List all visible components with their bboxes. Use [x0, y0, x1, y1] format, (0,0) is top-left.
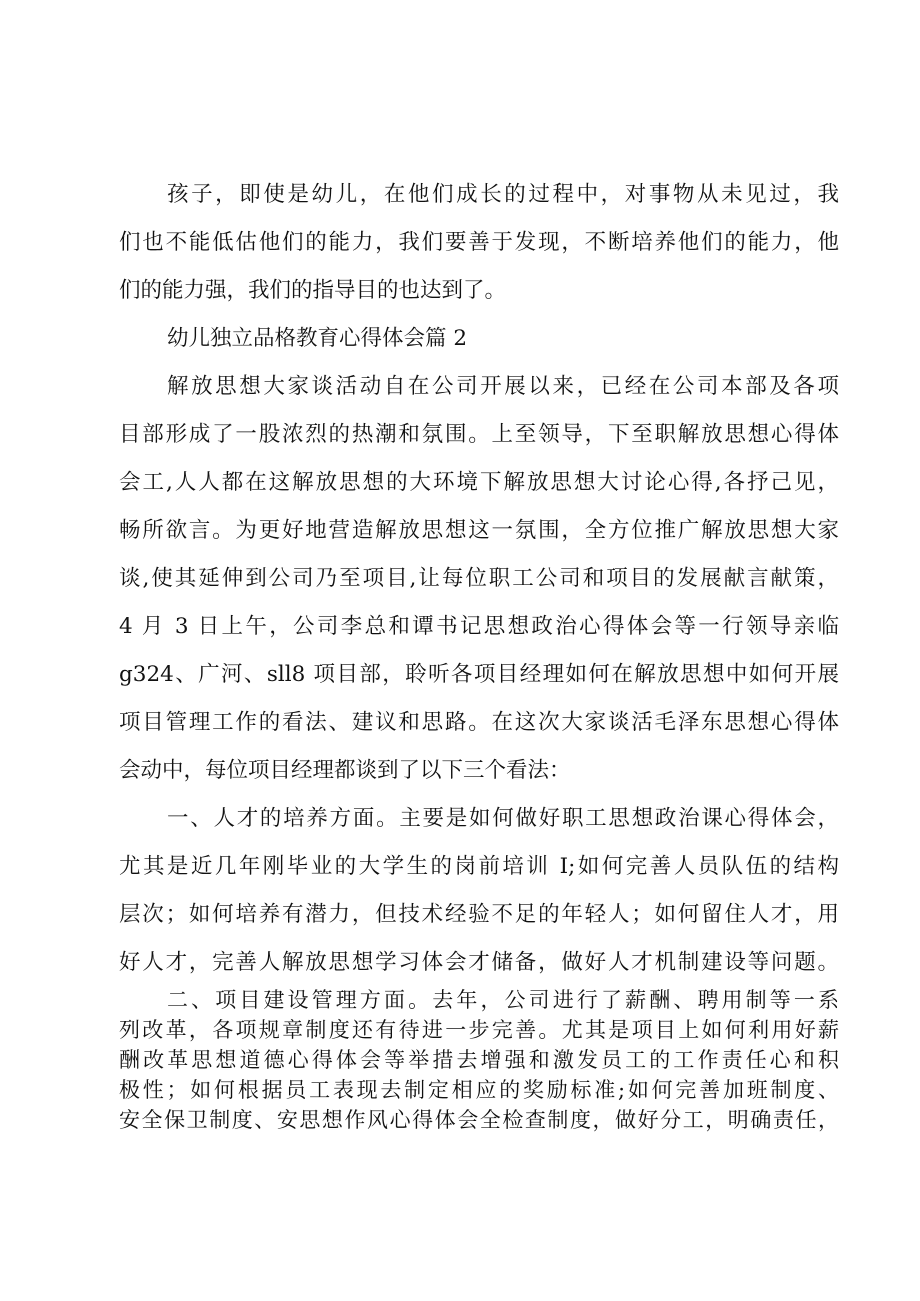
paragraph-3-line-1: 一、人才的培养方面。主要是如何做好职工思想政治课心得体会， [167, 806, 839, 831]
paragraph-2-line-5: 谈,使其延伸到公司乃至项目,让每位职工公司和项目的发展献言献策， [119, 566, 839, 591]
paragraph-2-line-3: 会工,人人都在这解放思想的大环境下解放思想大讨论心得,各抒己见， [119, 470, 839, 495]
paragraph-1-line-1: 孩子，即使是幼儿，在他们成长的过程中，对事物从未见过，我 [167, 182, 839, 207]
paragraph-1-line-3: 们的能力强，我们的指导目的也达到了。 [119, 278, 507, 303]
paragraph-2-line-4: 畅所欲言。为更好地营造解放思想这一氛围，全方位推广解放思想大家 [119, 518, 839, 543]
paragraph-2-line-7: g324、广河、sll8 项目部，聆听各项目经理如何在解放思想中如何开展 [119, 662, 839, 687]
paragraph-4-line-1: 二、项目建设管理方面。去年，公司进行了薪酬、聘用制等一系 [167, 988, 839, 1012]
paragraph-4-line-4: 极性；如何根据员工表现去制定相应的奖励标准;如何完善加班制度、 [119, 1078, 839, 1102]
paragraph-4-line-5: 安全保卫制度、安思想作风心得体会全检查制度，做好分工，明确责任， [119, 1108, 839, 1132]
paragraph-1-line-2: 们也不能低估他们的能力，我们要善于发现，不断培养他们的能力，他 [119, 230, 839, 255]
paragraph-3-line-4: 好人才，完善人解放思想学习体会才储备，做好人才机制建设等问题。 [119, 950, 839, 975]
paragraph-4-line-3: 酬改革思想道德心得体会等举措去增强和激发员工的工作责任心和积 [119, 1048, 839, 1072]
paragraph-3-line-3: 层次；如何培养有潜力，但技术经验不足的年轻人；如何留住人才，用 [119, 902, 839, 927]
paragraph-2-line-1: 解放思想大家谈活动自在公司开展以来，已经在公司本部及各项 [167, 374, 839, 399]
section-heading: 幼儿独立品格教育心得体会篇 2 [167, 326, 468, 351]
paragraph-2-line-2: 目部形成了一股浓烈的热潮和氛围。上至领导，下至职解放思想心得体 [119, 422, 839, 447]
paragraph-2-line-8: 项目管理工作的看法、建议和思路。在这次大家谈活毛泽东思想心得体 [119, 710, 839, 735]
paragraph-3-line-2: 尤其是近几年刚毕业的大学生的岗前培训 I;如何完善人员队伍的结构 [119, 854, 839, 879]
paragraph-2-line-6: 4 月 3 日上午，公司李总和谭书记思想政治心得体会等一行领导亲临 [119, 614, 839, 639]
paragraph-4-line-2: 列改革，各项规章制度还有待进一步完善。尤其是项目上如何利用好薪 [119, 1018, 839, 1042]
paragraph-2-line-9: 会动中，每位项目经理都谈到了以下三个看法： [119, 758, 571, 783]
